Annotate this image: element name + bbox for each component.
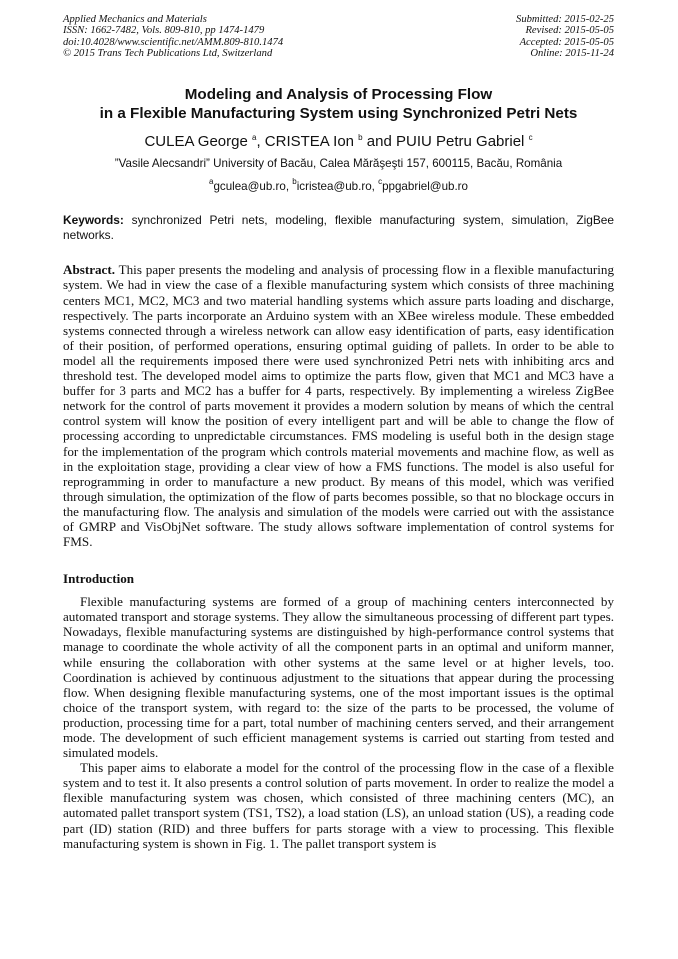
abstract	[63, 262, 614, 549]
publication-dates	[516, 14, 614, 59]
email-mark: b	[292, 177, 297, 187]
author-separator: ,	[256, 133, 265, 151]
email-separator: ,	[371, 180, 379, 194]
paper-title	[63, 85, 614, 123]
email-mark: c	[378, 177, 383, 187]
paragraph: This paper aims to elaborate a model for the control of the processing flow in the case of a flexible system and to test it. It also presents a control solution of parts movement. In order to realize the model a flexible manufacturing system was chosen, which consisted of three machining centers (MC), an automated pallet transport system (TS1, TS2), a load station (LS), an unload station (US), a reading code part (ID) station (RID) and three buffers for parts storage with a view to processing. This flexible manufacturing system is shown in Fig. 1. The pallet transport system is	[63, 760, 614, 851]
affiliation: ”Vasile Alecsandri” University of Bacău, Calea Mărăşeşti 157, 600115, Bacău, România	[114, 157, 563, 171]
email-separator: ,	[285, 180, 293, 194]
date-accepted: Accepted: 2015-05-05	[519, 36, 614, 48]
author-name: CULEA George	[144, 133, 248, 151]
author-name: CRISTEA Ion	[264, 133, 354, 151]
author-emails	[63, 177, 614, 194]
date-revised: Revised: 2015-05-05	[525, 25, 614, 37]
journal-copyright: © 2015 Trans Tech Publications Ltd, Switzerland	[63, 47, 273, 59]
section-heading-introduction: Introduction	[63, 571, 135, 587]
author-separator: and	[362, 133, 396, 151]
keywords	[63, 213, 614, 242]
title-line-2: in a Flexible Manufacturing System using Synchronized Petri Nets	[99, 105, 578, 123]
journal-name: Applied Mechanics and Materials	[63, 14, 207, 25]
email-link[interactable]: gculea@ub.ro	[213, 180, 286, 194]
date-submitted: Submitted: 2015-02-25	[516, 14, 614, 25]
paper-page	[63, 14, 614, 851]
keywords-label: Keywords:	[63, 213, 124, 228]
author-mark: b	[358, 133, 363, 143]
author-mark: a	[252, 133, 257, 143]
journal-header	[63, 14, 614, 59]
email-mark: a	[209, 177, 214, 187]
author-list	[63, 133, 614, 151]
author-mark: c	[528, 133, 533, 143]
journal-doi: doi:10.4028/www.scientific.net/AMM.809-810.1474	[63, 36, 284, 48]
keywords-text: synchronized Petri nets, modeling, flexible manufacturing system, simulation, ZigBee networks.	[63, 213, 614, 242]
journal-issn: ISSN: 1662-7482, Vols. 809-810, pp 1474-1479	[63, 25, 265, 37]
abstract-text: This paper presents the modeling and analysis of processing flow in a flexible manufacturing system. We had in view the case of a flexible manufacturing system which consists of three machining centers MC1, MC2, MC3 and two material handling systems which assure parts loading and discharge, respectively. The parts incorporate an Arduino system with an XBee wireless module. These embedded systems connected through a wireless network can allow easy identification of parts, easy identification of their position, of performed operations, ensuring optimal guiding of pallets. In order to be able to model all the requirements imposed there were used synchronized Petri nets with inhibiting arcs and threshold test. The developed model aims to optimize the parts flow, given that MC1 and MC3 have a buffer for 3 parts and MC2 has a buffer for 4 parts, respectively. By implementing a wireless ZigBee network for the control of parts movement it provides a modern solution by means of which the central control system will know the position of every intelligent part and will be able to change the flow of processing according to unpredictable circumstances. FMS modeling is useful both in the design stage for the implementation of the program which controls material movements and machine flow, as well as in the exploitation stage, providing a clear view of how a FMS functions. The model is also useful for reprogramming in order to manufacture a new product. By means of this model, which was verified through simulation, the optimization of the flow of parts becomes possible, so that no blockage occurs in the manufacturing flow. The analysis and simulation of the models were carried out with the assistance of GMRP and VisObjNet software. The study allows software implementation of control systems for FMS.	[63, 262, 614, 550]
email-link[interactable]: icristea@ub.ro	[296, 180, 372, 194]
abstract-label: Abstract.	[63, 262, 115, 278]
title-line-1: Modeling and Analysis of Processing Flow	[184, 86, 493, 104]
journal-info	[63, 14, 283, 59]
date-online: Online: 2015-11-24	[530, 47, 614, 59]
email-link[interactable]: ppgabriel@ub.ro	[382, 180, 468, 194]
paragraph: Flexible manufacturing systems are formed of a group of machining centers interconnected by automated transport and storage systems. They allow the simultaneous processing of different part types. Nowadays, flexible manufacturing systems are distinguished by high-performance control systems that manage to coordinate the whole activity of all the component parts in an optimal and uniform manner, while ensuring the collaboration with other systems at the same level or at higher levels, too. Coordination is achieved by continuous adjustment to the situations that appear during the processing flow. When designing flexible manufacturing systems, one of the most important issues is the optimal choice of the transport system, with regard to: the size of the parts to be processed, the volume of production, processing time for a part, total number of machining centers served, and their arrangement mode. The development of such efficient management systems is carried out starting from tested and simulated models.	[63, 594, 614, 761]
introduction-body	[63, 594, 614, 851]
author-name: PUIU Petru Gabriel	[396, 133, 525, 151]
